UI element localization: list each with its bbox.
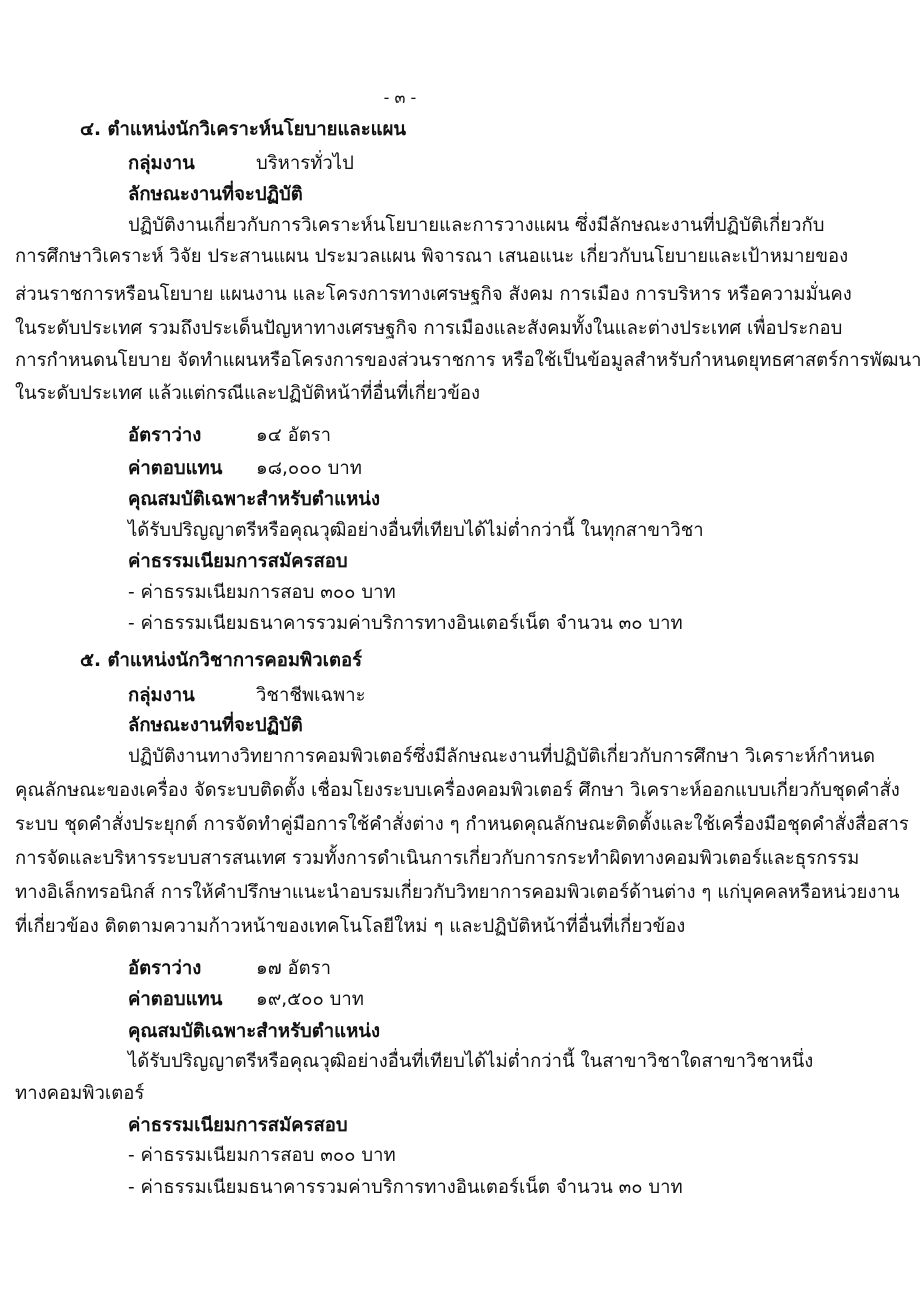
position-4-qual-heading: คุณสมบัติเฉพาะสำหรับตำแหน่ง bbox=[128, 489, 380, 510]
vacancy-label: อัตราว่าง bbox=[128, 425, 202, 446]
qual-line: ทางคอมพิวเตอร์ bbox=[15, 1083, 145, 1104]
position-5-salary bbox=[128, 988, 364, 1012]
salary-label: ค่าตอบแทน bbox=[128, 989, 223, 1010]
position-4-group bbox=[128, 152, 354, 176]
position-4-fee-heading: ค่าธรรมเนียมการสมัครสอบ bbox=[128, 551, 348, 572]
position-4-salary bbox=[128, 457, 362, 481]
position-4-duties-heading: ลักษณะงานที่จะปฏิบัติ bbox=[128, 184, 303, 205]
duties-line: ในระดับประเทศ แล้วแต่กรณีและปฏิบัติหน้าที่อื่นที่เกี่ยวข้อง bbox=[15, 383, 480, 404]
page-number: - ๓ - bbox=[383, 88, 417, 107]
duties-line: การกำหนดนโยบาย จัดทำแผนหรือโครงการของส่วนราชการ หรือใช้เป็นข้อมูลสำหรับกำหนดยุทธศาสตร์การพัฒนา bbox=[15, 350, 922, 371]
duties-line: ระบบ ชุดคำสั่งประยุกต์ การจัดทำคู่มือการใช้คำสั่งต่าง ๆ กำหนดคุณลักษณะติดตั้งและใช้เครื่องมือชุดคำสั่งสื่อสาร bbox=[15, 814, 909, 835]
group-value: วิชาชีพเฉพาะ bbox=[256, 685, 366, 706]
position-5-group bbox=[128, 684, 366, 708]
position-4-heading: ๔. ตำแหน่งนักวิเคราะห์นโยบายและแผน bbox=[80, 119, 407, 140]
position-5-vacancy bbox=[128, 957, 331, 981]
group-value: บริหารทั่วไป bbox=[256, 153, 354, 174]
qual-line: ได้รับปริญญาตรีหรือคุณวุฒิอย่างอื่นที่เทียบได้ไม่ต่ำกว่านี้ ในสาขาวิชาใดสาขาวิชาหนึ่ง bbox=[128, 1051, 814, 1072]
fee-line: - ค่าธรรมเนียมธนาคารรวมค่าบริการทางอินเตอร์เน็ต จำนวน ๓๐ บาท bbox=[128, 613, 683, 634]
position-5-qual-heading: คุณสมบัติเฉพาะสำหรับตำแหน่ง bbox=[128, 1021, 380, 1042]
duties-line: คุณลักษณะของเครื่อง จัดระบบติดตั้ง เชื่อมโยงระบบเครื่องคอมพิวเตอร์ ศึกษา วิเคราะห์ออกแบบเกี่ยวกับชุดคำสั่ง bbox=[15, 780, 900, 801]
duties-line: ที่เกี่ยวข้อง ติดตามความก้าวหน้าของเทคโนโลยีใหม่ ๆ และปฏิบัติหน้าที่อื่นที่เกี่ยวข้อง bbox=[15, 916, 686, 937]
salary-label: ค่าตอบแทน bbox=[128, 458, 223, 479]
duties-line: ปฏิบัติงานเกี่ยวกับการวิเคราะห์นโยบายและการวางแผน ซึ่งมีลักษณะงานที่ปฏิบัติเกี่ยวกับ bbox=[128, 215, 825, 236]
duties-line: ปฏิบัติงานทางวิทยาการคอมพิวเตอร์ซึ่งมีลักษณะงานที่ปฏิบัติเกี่ยวกับการศึกษา วิเคราะห์กำหนด bbox=[128, 746, 876, 767]
fee-line: - ค่าธรรมเนียมการสอบ ๓๐๐ บาท bbox=[128, 1145, 396, 1166]
qual-line: ได้รับปริญญาตรีหรือคุณวุฒิอย่างอื่นที่เทียบได้ไม่ต่ำกว่านี้ ในทุกสาขาวิชา bbox=[128, 520, 704, 541]
duties-line: ส่วนราชการหรือนโยบาย แผนงาน และโครงการทางเศรษฐกิจ สังคม การเมือง การบริหาร หรือความมั่นคง bbox=[15, 284, 852, 305]
vacancy-value: ๑๗ อัตรา bbox=[256, 958, 331, 979]
salary-value: ๑๙,๕๐๐ บาท bbox=[256, 989, 364, 1010]
group-label: กลุ่มงาน bbox=[128, 685, 195, 706]
vacancy-label: อัตราว่าง bbox=[128, 958, 202, 979]
position-4-vacancy bbox=[128, 424, 331, 448]
duties-line: การศึกษาวิเคราะห์ วิจัย ประสานแผน ประมวลแผน พิจารณา เสนอแนะ เกี่ยวกับนโยบายและเป้าหมายของ bbox=[15, 246, 849, 267]
group-label: กลุ่มงาน bbox=[128, 153, 195, 174]
vacancy-value: ๑๔ อัตรา bbox=[256, 425, 332, 446]
fee-line: - ค่าธรรมเนียมธนาคารรวมค่าบริการทางอินเตอร์เน็ต จำนวน ๓๐ บาท bbox=[128, 1177, 683, 1198]
duties-line: ในระดับประเทศ รวมถึงประเด็นปัญหาทางเศรษฐกิจ การเมืองและสังคมทั้งในและต่างประเทศ เพื่อประกอบ bbox=[15, 318, 843, 339]
fee-line: - ค่าธรรมเนียมการสอบ ๓๐๐ บาท bbox=[128, 582, 396, 603]
position-5-duties-heading: ลักษณะงานที่จะปฏิบัติ bbox=[128, 715, 303, 736]
position-5-fee-heading: ค่าธรรมเนียมการสมัครสอบ bbox=[128, 1115, 348, 1136]
position-5-heading: ๕. ตำแหน่งนักวิชาการคอมพิวเตอร์ bbox=[80, 650, 363, 671]
salary-value: ๑๘,๐๐๐ บาท bbox=[256, 458, 362, 479]
duties-line: การจัดและบริหารระบบสารสนเทศ รวมทั้งการดำเนินการเกี่ยวกับการกระทำผิดทางคอมพิวเตอร์และธุรกรรม bbox=[15, 848, 860, 869]
duties-line: ทางอิเล็กทรอนิกส์ การให้คำปรึกษาแนะนำอบรมเกี่ยวกับวิทยาการคอมพิวเตอร์ด้านต่าง ๆ แก่บุคคลหรือหน่วยงาน bbox=[15, 882, 900, 903]
